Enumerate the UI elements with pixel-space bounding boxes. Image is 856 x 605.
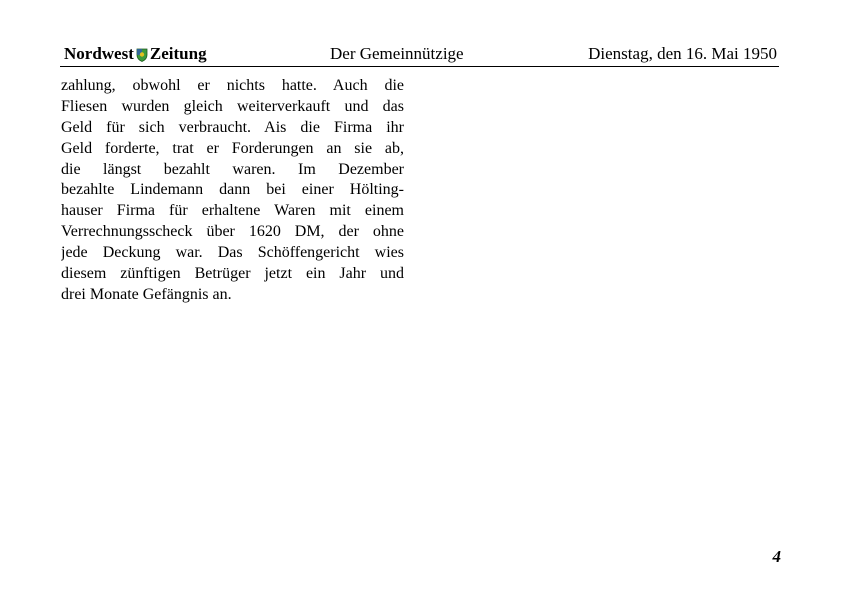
- article-line: Geld forderte, trat er Forderungen an sie ab,: [61, 139, 404, 157]
- article-line: Geld für sich verbraucht. Ais die Firma ihr: [61, 118, 404, 136]
- newspaper-masthead: [64, 44, 207, 64]
- article-line: bezahlte Lindemann dann bei einer Hölting-: [61, 181, 404, 199]
- coat-of-arms-icon: [136, 48, 148, 62]
- masthead-name-right: Zeitung: [149, 44, 207, 63]
- article-line: Verrechnungsscheck über 1620 DM, der ohne: [61, 223, 404, 241]
- page-number: 4: [772, 547, 781, 566]
- masthead-name-left: Nordwest: [64, 44, 134, 63]
- section-title: Der Gemeinnützige: [330, 44, 464, 63]
- article-line: diesem zünftigen Betrüger jetzt ein Jahr und: [61, 265, 404, 283]
- article-line: hauser Firma für erhaltene Waren mit einem: [61, 202, 404, 220]
- article-line: Fliesen wurden gleich weiterverkauft und das: [61, 97, 404, 115]
- article-line: jede Deckung war. Das Schöffengericht wies: [61, 244, 404, 262]
- article-body: [61, 76, 404, 306]
- article-line: zahlung, obwohl er nichts hatte. Auch die: [61, 77, 404, 94]
- issue-date: Dienstag, den 16. Mai 1950: [588, 44, 777, 63]
- article-line: die längst bezahlt waren. Im Dezember: [61, 160, 404, 178]
- article-line: drei Monate Gefängnis an.: [61, 285, 232, 303]
- page-header: [60, 44, 779, 67]
